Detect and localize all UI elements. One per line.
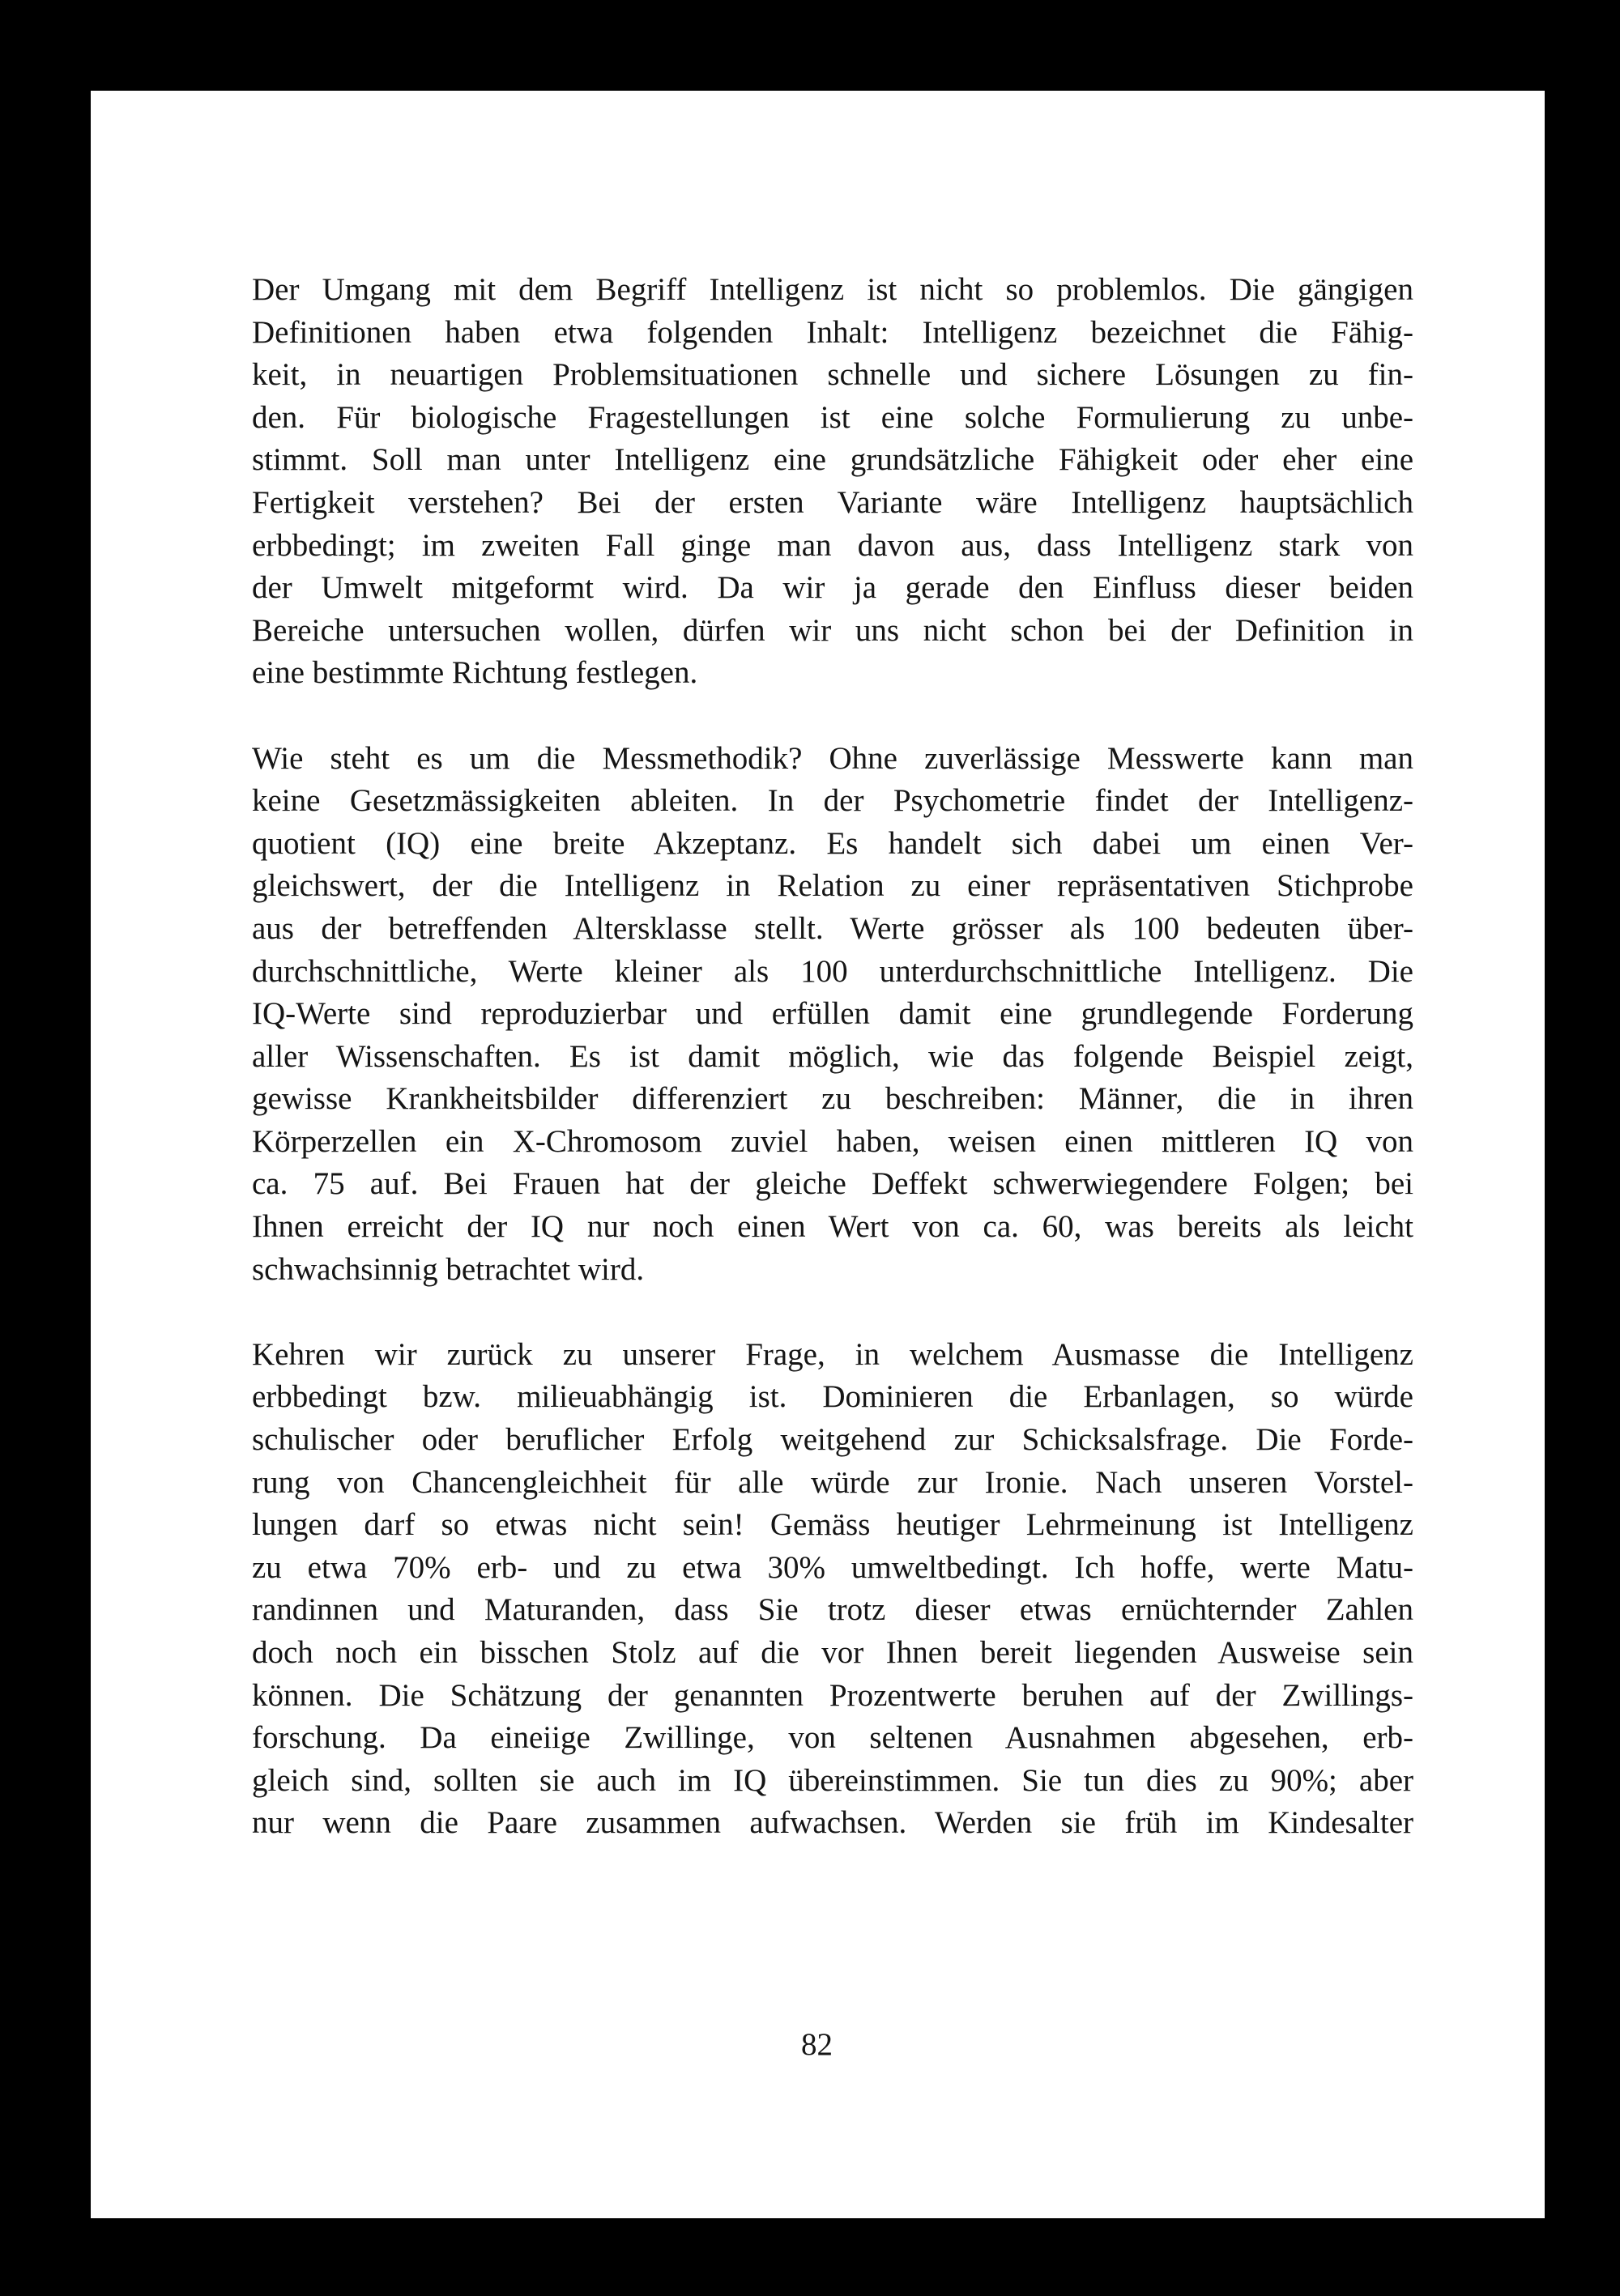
text-line: eine bestimmte Richtung festlegen. [252,655,698,691]
text-line: den. Für biologische Fragestellungen ist eine solche Formulierung zu unbe- [252,399,1413,435]
text-line: IQ-Werte sind reproduzierbar und erfüllen damit eine grundlegende Forderung [252,996,1413,1032]
text-line: gewisse Krankheitsbilder differenziert zu beschreiben: Männer, die in ihren [252,1081,1413,1117]
text-line: Körperzellen ein X-Chromosom zuviel haben, weisen einen mittleren IQ von [252,1123,1413,1159]
text-line: keine Gesetzmässigkeiten ableiten. In der Psychometrie findet der Intelligenz- [252,783,1413,819]
text-line: erbbedingt; im zweiten Fall ginge man davon aus, dass Intelligenz stark von [252,527,1413,563]
text-line: zu etwa 70% erb- und zu etwa 30% umweltbedingt. Ich hoffe, werte Matu- [252,1549,1413,1585]
text-line: Definitionen haben etwa folgenden Inhalt: Intelligenz bezeichnet die Fähig- [252,314,1413,350]
paragraph [252,1334,1413,1845]
text-line: doch noch ein bisschen Stolz auf die vor Ihnen bereit liegenden Ausweise sein [252,1635,1413,1670]
text-line: der Umwelt mitgeformt wird. Da wir ja gerade den Einfluss dieser beiden [252,570,1413,606]
paragraph [252,269,1413,695]
text-line: gleichswert, der die Intelligenz in Relation zu einer repräsentativen Stichprobe [252,868,1413,904]
text-line: Fertigkeit verstehen? Bei der ersten Variante wäre Intelligenz hauptsächlich [252,484,1413,520]
text-line: forschung. Da eineiige Zwillinge, von seltenen Ausnahmen abgesehen, erb- [252,1720,1413,1756]
text-line: aus der betreffenden Altersklasse stellt. Werte grösser als 100 bedeuten über- [252,910,1413,946]
text-line: stimmt. Soll man unter Intelligenz eine grundsätzliche Fähigkeit oder eher eine [252,442,1413,478]
text-line: keit, in neuartigen Problemsituationen schnelle und sichere Lösungen zu fin- [252,357,1413,393]
document-page [91,91,1545,2218]
text-line: schulischer oder beruflicher Erfolg weitgehend zur Schicksalsfrage. Die Forde- [252,1422,1413,1458]
body-text [252,269,1413,1888]
text-line: können. Die Schätzung der genannten Prozentwerte beruhen auf der Zwillings- [252,1677,1413,1713]
text-line: lungen darf so etwas nicht sein! Gemäss heutiger Lehrmeinung ist Intelligenz [252,1507,1413,1543]
text-line: aller Wissenschaften. Es ist damit möglich, wie das folgende Beispiel zeigt, [252,1038,1413,1074]
text-line: erbbedingt bzw. milieuabhängig ist. Dominieren die Erbanlagen, so würde [252,1379,1413,1415]
text-line: rung von Chancengleichheit für alle würde zur Ironie. Nach unseren Vorstel- [252,1464,1413,1500]
text-line: durchschnittliche, Werte kleiner als 100 unterdurchschnittliche Intelligenz. Die [252,953,1413,989]
text-line: gleich sind, sollten sie auch im IQ übereinstimmen. Sie tun dies zu 90%; aber [252,1762,1413,1798]
text-line: randinnen und Maturanden, dass Sie trotz dieser etwas ernüchternder Zahlen [252,1592,1413,1628]
text-line: Bereiche untersuchen wollen, dürfen wir uns nicht schon bei der Definition in [252,612,1413,648]
paragraph [252,738,1413,1292]
text-line: Ihnen erreicht der IQ nur noch einen Wert von ca. 60, was bereits als leicht [252,1209,1413,1245]
text-line: Der Umgang mit dem Begriff Intelligenz ist nicht so problemlos. Die gängigen [252,272,1413,307]
text-line: quotient (IQ) eine breite Akzeptanz. Es handelt sich dabei um einen Ver- [252,825,1413,861]
text-line: nur wenn die Paare zusammen aufwachsen. Werden sie früh im Kindesalter [252,1805,1413,1841]
text-line: ca. 75 auf. Bei Frauen hat der gleiche Deffekt schwerwiegendere Folgen; bei [252,1166,1413,1202]
text-line: Wie steht es um die Messmethodik? Ohne zuverlässige Messwerte kann man [252,740,1413,776]
page-number: 82 [801,2027,833,2062]
text-line: schwachsinnig betrachtet wird. [252,1251,645,1287]
text-line: Kehren wir zurück zu unserer Frage, in welchem Ausmasse die Intelligenz [252,1336,1413,1372]
